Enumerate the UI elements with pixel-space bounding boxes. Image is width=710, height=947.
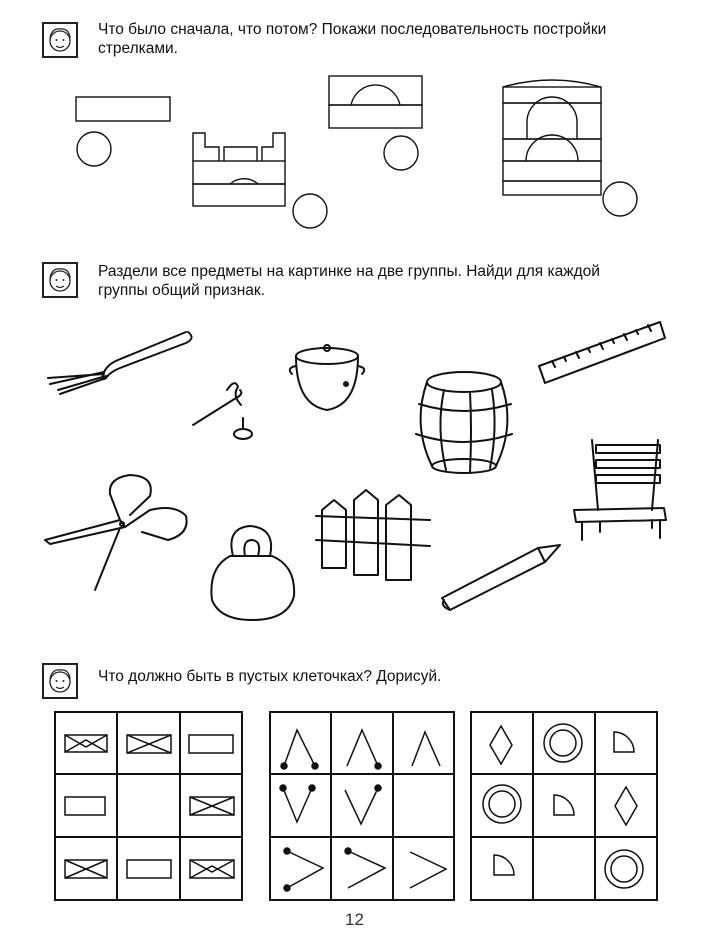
task1-line1: Что было сначала, что потом? Покажи последовательность постройки bbox=[98, 21, 607, 38]
rect-icon bbox=[65, 797, 105, 815]
angle-right-icon bbox=[410, 852, 446, 888]
task2-line1: Раздели все предметы на картинке на две группы. Найди для каждой bbox=[98, 263, 600, 280]
double-circle-icon bbox=[544, 724, 582, 762]
angle-right-dot-icon bbox=[345, 848, 385, 888]
rhombus-icon bbox=[615, 787, 637, 825]
envelope-icon bbox=[190, 860, 234, 878]
rhombus-icon bbox=[490, 726, 512, 764]
double-circle-icon bbox=[483, 785, 521, 823]
crossed-rect-icon bbox=[127, 735, 171, 753]
quarter-circle-icon bbox=[494, 855, 514, 875]
angle-right-dots-icon bbox=[284, 848, 323, 891]
crossed-rect-icon bbox=[190, 797, 234, 815]
angle-down-dot-icon bbox=[345, 785, 381, 824]
quarter-circle-icon bbox=[614, 732, 634, 752]
angle-up-icon bbox=[412, 732, 440, 766]
crossed-rect-icon bbox=[65, 860, 107, 878]
grid-2 bbox=[270, 712, 454, 900]
task1-line2: стрелками. bbox=[98, 40, 178, 57]
page-number: 12 bbox=[345, 910, 364, 929]
task3-instruction: Что должно быть в пустых клеточках? Дорисуй. bbox=[98, 668, 442, 685]
task2-line2: группы общий признак. bbox=[98, 282, 266, 299]
rect-icon bbox=[127, 860, 171, 878]
envelope-icon bbox=[65, 735, 107, 752]
rect-icon bbox=[189, 735, 233, 753]
angle-down-dots-icon bbox=[280, 785, 315, 822]
grid-3 bbox=[471, 712, 657, 900]
angle-up-dots-icon bbox=[281, 730, 318, 769]
quarter-circle-icon bbox=[554, 795, 574, 815]
angle-up-dot-icon bbox=[347, 730, 381, 769]
double-circle-icon bbox=[605, 850, 643, 888]
